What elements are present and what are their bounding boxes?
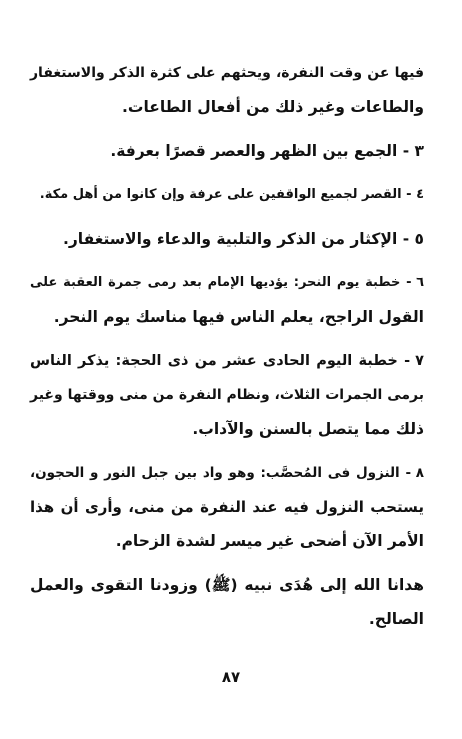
list-item-4 bbox=[30, 178, 424, 212]
item-text: القصر لجميع الواقفين على عرفة وإن كانوا من أهل مكة. bbox=[39, 187, 402, 202]
item-number: ٥ - bbox=[402, 230, 424, 248]
text-line: ذلك مما يتصل بالسنن والآداب. bbox=[192, 420, 424, 438]
list-item-5 bbox=[30, 222, 424, 256]
text-line bbox=[30, 456, 424, 490]
item-text: الإكثار من الذكر والتلبية والدعاء والاستغفار. bbox=[62, 230, 398, 248]
list-item-6 bbox=[30, 266, 424, 334]
text-line: والطاعات وغير ذلك من أفعال الطاعات. bbox=[121, 98, 424, 116]
item-number: ٧ - bbox=[404, 353, 424, 369]
item-number: ٣ - bbox=[402, 142, 424, 160]
paragraph-intro bbox=[30, 56, 424, 124]
item-text: خطبة اليوم الحادى عشر من ذى الحجة: يذكر الناس bbox=[30, 353, 398, 369]
list-item-7 bbox=[30, 344, 424, 446]
item-text: خطبة يوم النحر: يؤديها الإمام بعد رمى جمرة العقبة على bbox=[30, 275, 401, 290]
text-line: برمى الجمرات الثلاث، ونظام النفرة من منى ووقتها وغير bbox=[30, 387, 424, 403]
text-line: الصالح. bbox=[368, 610, 424, 628]
text-line: هدانا الله إلى هُدَى نبيه (ﷺ) وزودنا التقوى والعمل bbox=[30, 576, 424, 594]
text-line bbox=[30, 178, 424, 212]
item-number: ٦ - bbox=[406, 275, 424, 290]
text-line bbox=[30, 222, 424, 256]
item-number: ٤ - bbox=[406, 187, 424, 202]
text-line: يستحب النزول فيه عند النفرة من منى، وأرى أن هذا bbox=[30, 498, 424, 516]
item-text: النزول فى المُحصَّب: وهو واد بين جبل النور و الحجون، bbox=[30, 465, 400, 481]
item-text: الجمع بين الظهر والعصر قصرًا بعرفة. bbox=[110, 142, 398, 160]
paragraph-closing bbox=[30, 568, 424, 636]
text-line: الأمر الآن أضحى غير ميسر لشدة الزحام. bbox=[115, 532, 424, 550]
text-line: فيها عن وقت النفرة، ويحثهم على كثرة الذكر والاستغفار bbox=[30, 65, 424, 81]
text-line: القول الراجح، يعلم الناس فيها مناسك يوم النحر. bbox=[53, 308, 424, 326]
list-item-8 bbox=[30, 456, 424, 558]
text-line bbox=[30, 266, 424, 300]
text-line bbox=[30, 344, 424, 378]
text-line bbox=[30, 134, 424, 168]
list-item-3 bbox=[30, 134, 424, 168]
page-number: ٨٧ bbox=[221, 668, 241, 686]
item-number: ٨ - bbox=[405, 465, 424, 481]
